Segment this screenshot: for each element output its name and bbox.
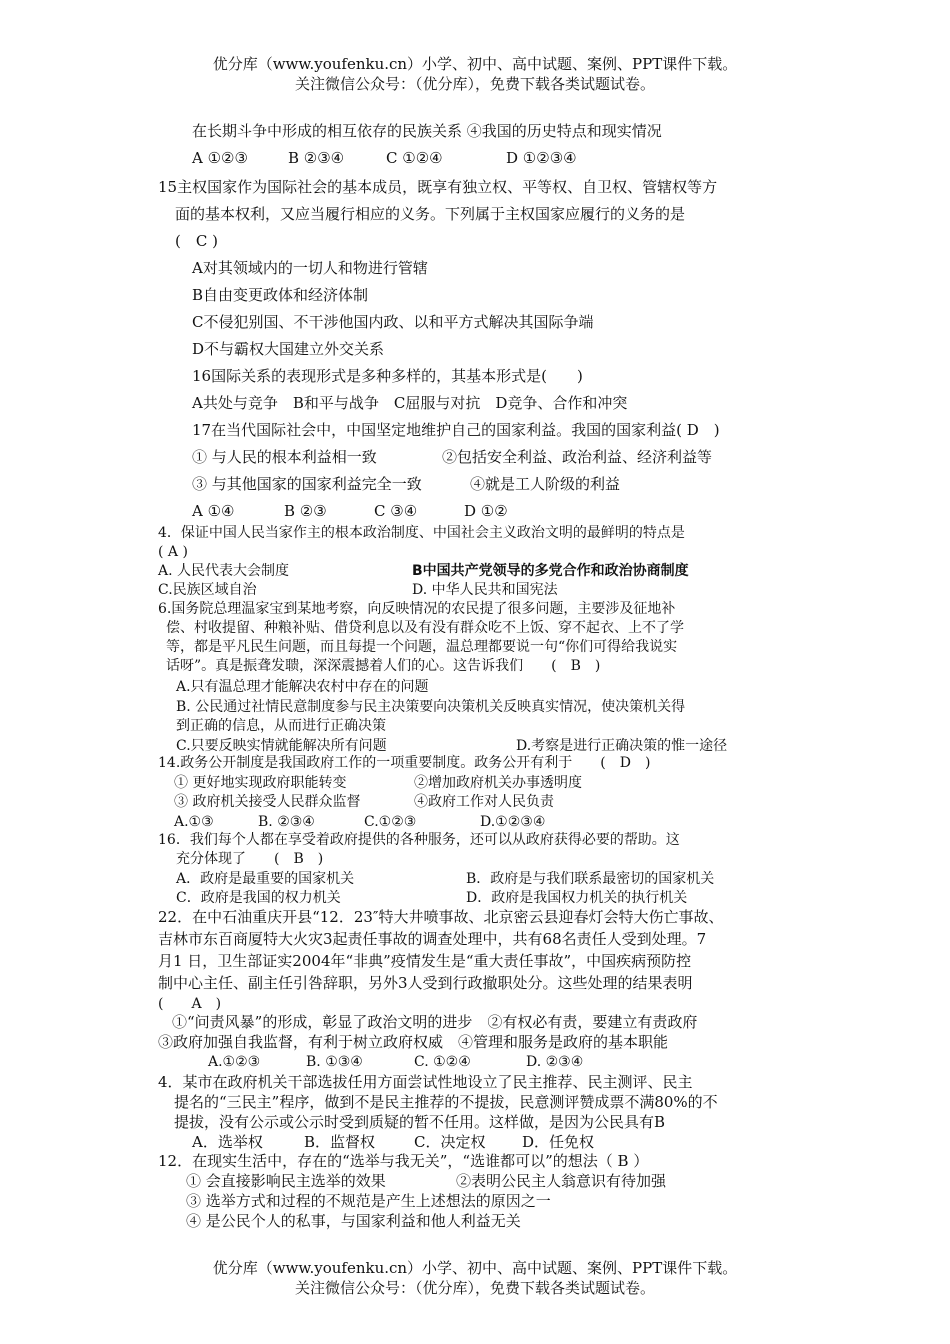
question-stem: 4．某市在政府机关干部选拔任用方面尝试性地设立了民主推荐、民主测评、民主 <box>158 1073 693 1091</box>
option: D.考察是进行正确决策的惟一途径 <box>516 738 728 754</box>
statement: ②增加政府机关办事透明度 <box>414 775 582 791</box>
option: D．政府是我国权力机关的执行机关 <box>466 890 688 906</box>
option: B．政府是与我们联系最密切的国家机关 <box>466 871 715 887</box>
option: B ②③ <box>284 502 327 520</box>
statement: ④政府工作对人民负责 <box>414 794 554 810</box>
option: C.①②③ <box>364 814 417 830</box>
footer-line-2: 关注微信公众号：（优分库），免费下载各类试题试卷。 <box>294 1279 655 1297</box>
option: A ①②③ <box>192 149 248 167</box>
statement: ① 会直接影响民主选举的效果 <box>186 1172 386 1190</box>
question-stem: 面的基本权利，又应当履行相应的义务。下列属于主权国家应履行的义务的是 <box>175 205 686 223</box>
option: A.只有温总理才能解决农村中存在的问题 <box>176 679 429 695</box>
option: D ①② <box>464 502 508 520</box>
question-stem: 制中心主任、副主任引咎辞职，另外3人受到行政撤职处分。这些处理的结果表明 <box>158 974 693 992</box>
answer-mark: ( A ) <box>158 544 188 560</box>
option: C ③④ <box>374 502 418 520</box>
option: A. 人民代表大会制度 <box>158 563 290 579</box>
statement: ③ 政府机关接受人民群众监督 <box>174 794 361 810</box>
question-stem: 话呀”。真是振聋发聩，深深震撼着人们的心。这告诉我们 ( B ) <box>166 658 601 674</box>
statement: ① 更好地实现政府职能转变 <box>174 775 347 791</box>
option: B．监督权 <box>304 1133 376 1151</box>
statement: ③ 选举方式和过程的不规范是产生上述想法的原因之一 <box>186 1192 551 1210</box>
footer-line-1: 优分库（www.youfenku.cn）小学、初中、高中试题、案例、PPT课件下载。 <box>212 1259 738 1277</box>
question-stem: 提拔，没有公示或公示时受到质疑的暂不任用。这样做，是因为公民具有B <box>174 1113 666 1131</box>
question-stem: 16国际关系的表现形式是多种多样的，其基本形式是( ) <box>192 367 583 385</box>
statement: ④ 是公民个人的私事，与国家利益和他人利益无关 <box>186 1212 521 1230</box>
question-stem: 偿、村收提留、种粮补贴、借贷利息以及有没有群众吃不上饭、穿不起衣、上不了学 <box>166 620 684 636</box>
statement: ③ 与其他国家的国家利益完全一致 <box>192 475 422 493</box>
statement: ②包括安全利益、政治利益、经济利益等 <box>442 448 713 466</box>
statement: ③政府加强自我监督，有利于树立政府权威 ④管理和服务是政府的基本职能 <box>158 1033 669 1051</box>
statement: ① 与人民的根本利益相一致 <box>192 448 377 466</box>
option: A对其领域内的一切人和物进行管辖 <box>192 259 428 277</box>
statement: ①“问责风暴”的形成，彰显了政治文明的进步 ②有权必有责，要建立有责政府 <box>172 1013 698 1031</box>
option: B中国共产党领导的多党合作和政治协商制度 <box>412 563 689 579</box>
option: B. ②③④ <box>258 814 315 830</box>
option: A.①②③ <box>208 1054 261 1070</box>
question-stem: 提名的“三民主”程序，做到不是民主推荐的不提拔，民意测评赞成票不满80%的不 <box>174 1093 718 1111</box>
header-line-2: 关注微信公众号：（优分库），免费下载各类试题试卷。 <box>294 75 655 93</box>
option: D. ②③④ <box>526 1054 584 1070</box>
question-stem: 17在当代国际社会中，中国坚定地维护自己的国家利益。我国的国家利益( D ) <box>192 421 720 439</box>
option: D ①②③④ <box>506 149 577 167</box>
option: C不侵犯别国、不干涉他国内政、以和平方式解决其国际争端 <box>192 313 594 331</box>
option: C．政府是我国的权力机关 <box>176 890 341 906</box>
option: A ①④ <box>192 502 235 520</box>
question-stem: 吉林市东百商厦特大火灾3起责任事故的调查处理中，共有68名责任人受到处理。7 <box>158 930 707 948</box>
option: B. ①③④ <box>306 1054 363 1070</box>
option: C．决定权 <box>414 1133 486 1151</box>
question-stem: 22．在中石油重庆开县“12．23″特大井喷事故、北京密云县迎春灯会特大伤亡事故、 <box>158 908 724 926</box>
option: A．政府是最重要的国家机关 <box>176 871 355 887</box>
question-stem: 6.国务院总理温家宝到某地考察，向反映情况的农民提了很多问题，主要涉及征地补 <box>158 601 676 617</box>
option: D.①②③④ <box>480 814 546 830</box>
question-stem: 15主权国家作为国际社会的基本成员，既享有独立权、平等权、自卫权、管辖权等方 <box>158 178 718 196</box>
option: B. 公民通过社情民意制度参与民主决策要向决策机关反映真实情况，使决策机关得 <box>176 699 686 715</box>
option: C ①②④ <box>386 149 443 167</box>
statement: ④就是工人阶级的利益 <box>470 475 621 493</box>
answer-mark: ( C ) <box>175 232 218 250</box>
question-stem: 充分体现了 ( B ) <box>176 851 324 867</box>
option: D不与霸权大国建立外交关系 <box>192 340 385 358</box>
option: D．任免权 <box>522 1133 595 1151</box>
statement: ②表明公民主人翁意识有待加强 <box>456 1172 667 1190</box>
question-stem: 12．在现实生活中，存在的“选举与我无关”，“选谁都可以”的想法（ B ） <box>158 1152 649 1170</box>
option: C.只要反映实情就能解决所有问题 <box>176 738 387 754</box>
question-stem: 等，都是平凡民生问题，而且每提一个问题，温总理都要说一句“你们可得给我说实 <box>166 639 678 655</box>
option: 到正确的信息，从而进行正确决策 <box>176 718 386 734</box>
question-stem: 16．我们每个人都在享受着政府提供的各种服务，还可以从政府获得必要的帮助。这 <box>158 832 680 848</box>
option: B自由变更政体和经济体制 <box>192 286 369 304</box>
option: A共处与竞争 B和平与战争 C屈服与对抗 D竞争、合作和冲突 <box>192 394 628 412</box>
option: A.①③ <box>174 814 214 830</box>
header-line-1: 优分库（www.youfenku.cn）小学、初中、高中试题、案例、PPT课件下载。 <box>212 55 738 73</box>
option: C. ①②④ <box>414 1054 471 1070</box>
answer-mark: ( A ) <box>158 996 222 1012</box>
question-stem: 4．保证中国人民当家作主的根本政治制度、中国社会主义政治文明的最鲜明的特点是 <box>158 525 685 541</box>
question-stem: 14.政务公开制度是我国政府工作的一项重要制度。政务公开有利于 ( D ) <box>158 755 651 771</box>
option: B ②③④ <box>288 149 345 167</box>
option: D. 中华人民共和国宪法 <box>412 582 558 598</box>
question-stem: 月1 日，卫生部证实2004年“非典”疫情发生是“重大责任事故”，中国疾病预防控 <box>158 952 692 970</box>
option: A．选举权 <box>192 1133 263 1151</box>
option: C.民族区域自治 <box>158 582 257 598</box>
question-text: 在长期斗争中形成的相互依存的民族关系 ④我国的历史特点和现实情况 <box>192 122 662 140</box>
